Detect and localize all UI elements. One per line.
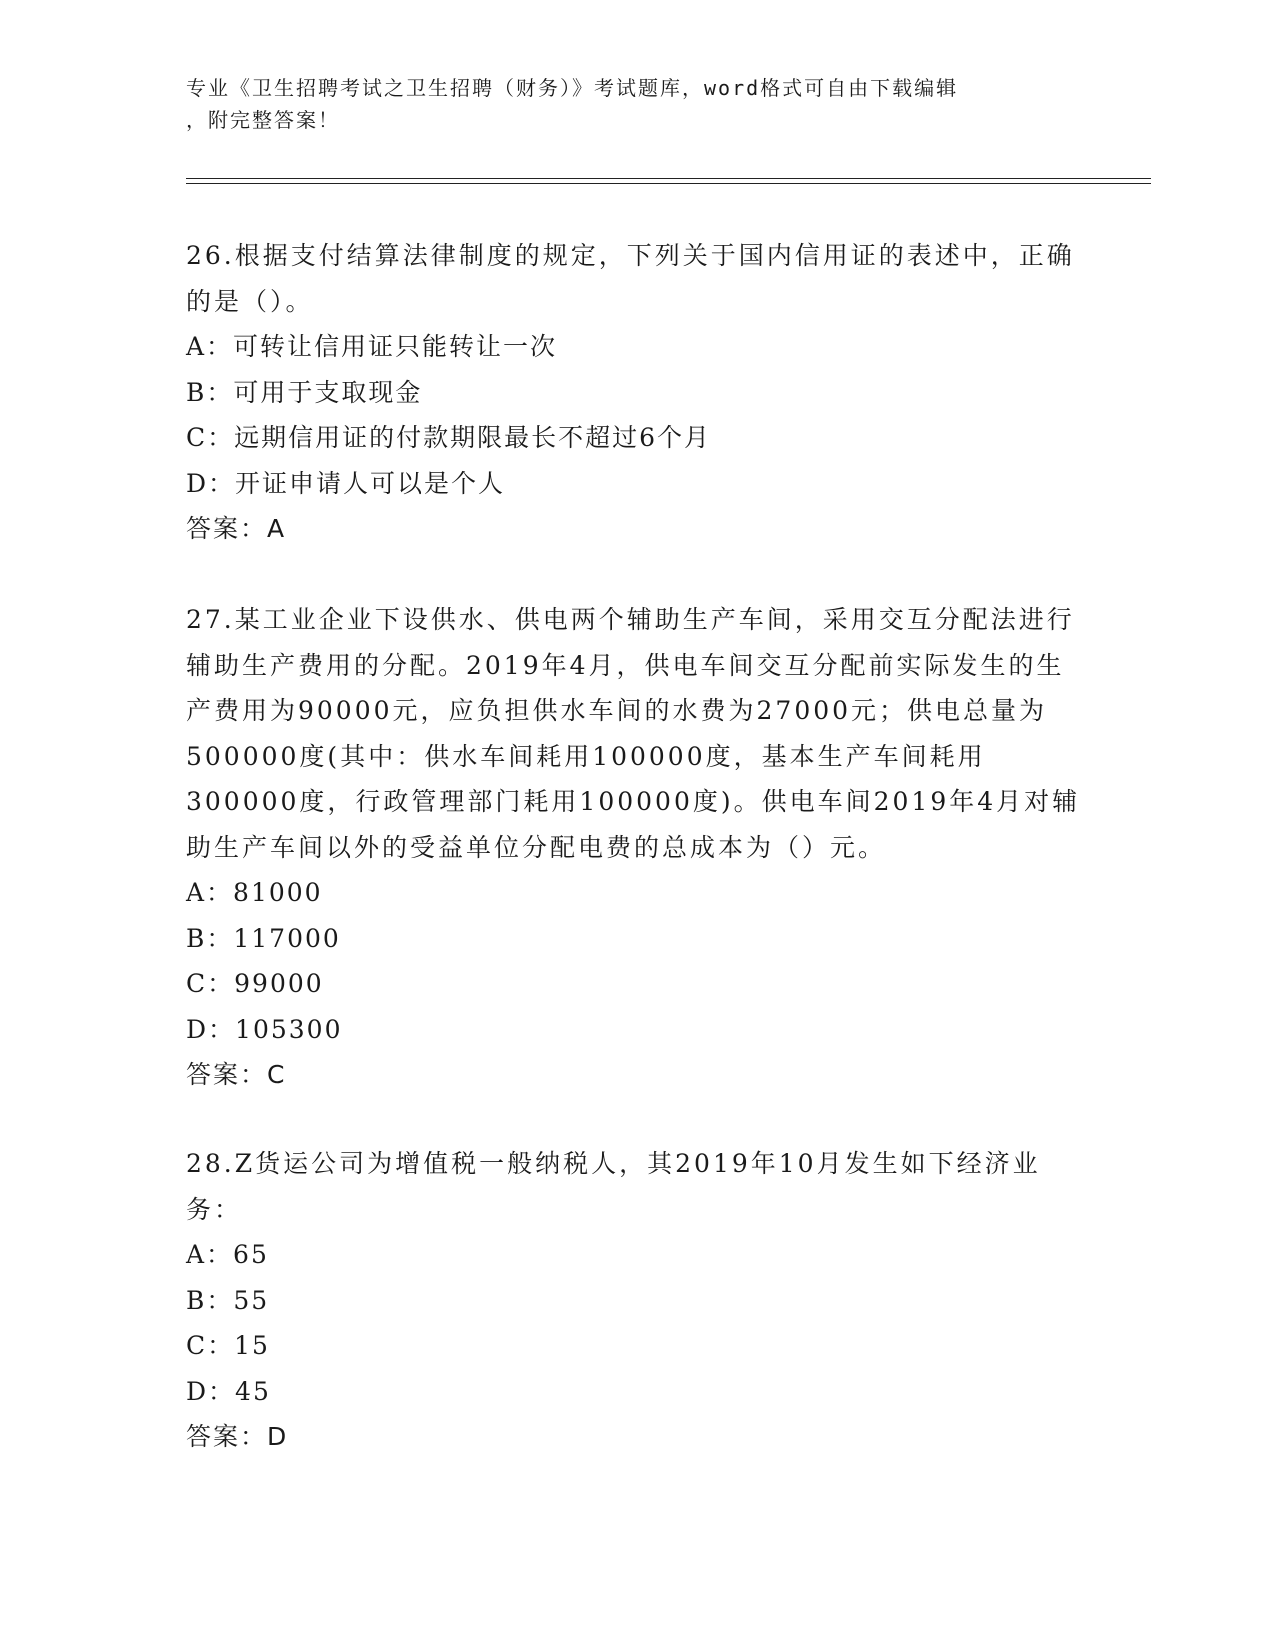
- option-a: A：81000: [186, 878, 323, 907]
- document-header: [186, 72, 1066, 136]
- header-divider-bottom: [186, 183, 1151, 184]
- header-divider-top: [186, 178, 1151, 179]
- option-a: A：65: [186, 1240, 269, 1269]
- option-d: D：开证申请人可以是个人: [186, 468, 506, 498]
- header-line-1: 专业《卫生招聘考试之卫生招聘（财务）》考试题库，word格式可自由下载编辑: [186, 76, 959, 100]
- option-d: D：105300: [186, 1014, 343, 1044]
- option-b: B：55: [186, 1285, 270, 1315]
- option-c: C：15: [186, 1331, 270, 1360]
- question-27: [186, 597, 1086, 1098]
- header-line-2: ，附完整答案！: [186, 108, 340, 132]
- option-c: C：99000: [186, 969, 324, 998]
- question-text: 28.Z货运公司为增值税一般纳税人，其2019年10月发生如下经济业务：: [186, 1149, 1041, 1224]
- option-a: A：可转让信用证只能转让一次: [186, 332, 558, 361]
- question-text: 26.根据支付结算法律制度的规定，下列关于国内信用证的表述中，正确的是（）。: [186, 241, 1075, 316]
- option-b: B：117000: [186, 923, 341, 953]
- question-26: [186, 233, 1086, 552]
- answer: 答案：D: [186, 1422, 289, 1451]
- answer: 答案：A: [186, 514, 287, 543]
- option-b: B：可用于支取现金: [186, 377, 423, 407]
- answer: 答案：C: [186, 1060, 287, 1089]
- option-d: D：45: [186, 1376, 271, 1406]
- option-c: C：远期信用证的付款期限最长不超过6个月: [186, 423, 712, 452]
- question-text: 27.某工业企业下设供水、供电两个辅助生产车间，采用交互分配法进行辅助生产费用的分配。2019年4月，供电车间交互分配前实际发生的生产费用为90000元，应负担供水车间的水费为27000元；供电总量为500000度(其中：供水车间耗用100000度，基本生产车间耗用300000度，行政管理部门耗用100000度)。供电车间2019年4月对辅助生产车间以外的受益单位分配电费的总成本为（）元。: [186, 605, 1081, 862]
- question-28: [186, 1141, 1086, 1460]
